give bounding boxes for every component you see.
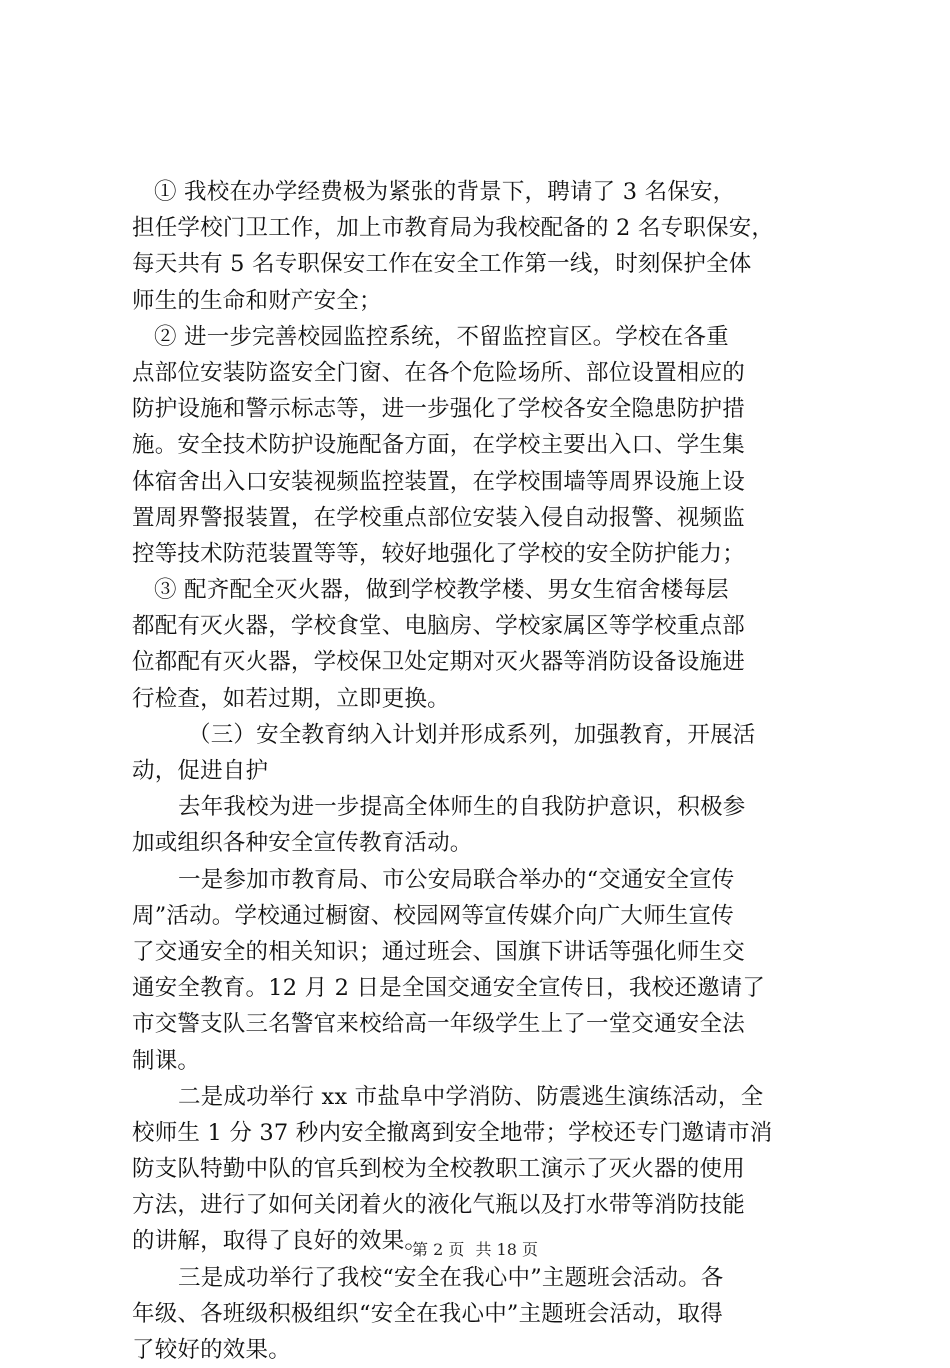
text-line: 方法，进行了如何关闭着火的液化气瓶以及打水带等消防技能	[132, 1192, 745, 1219]
text-line: 位都配有灭火器，学校保卫处定期对灭火器等消防设备设施进	[132, 649, 745, 676]
document-body	[132, 174, 832, 1368]
text-line: 制课。	[132, 1047, 201, 1074]
text-line: 二是成功举行 xx 市盐阜中学消防、防震逃生演练活动，全	[178, 1083, 764, 1110]
text-line: ② 进一步完善校园监控系统，不留监控盲区。学校在各重	[154, 323, 729, 350]
page-number-current: 第 2 页	[412, 1240, 465, 1259]
text-line: 控等技术防范装置等等，较好地强化了学校的安全防护能力；	[132, 540, 745, 567]
text-line: 市交警支队三名警官来校给高一年级学生上了一堂交通安全法	[132, 1011, 745, 1038]
text-line: 年级、各班级积极组织“安全在我心中”主题班会活动，取得	[132, 1300, 723, 1327]
text-line: 的讲解，取得了良好的效果。	[132, 1228, 428, 1255]
text-line: 师生的生命和财产安全；	[132, 287, 382, 314]
page-number-total: 共 18 页	[475, 1240, 538, 1259]
text-line: 了交通安全的相关知识；通过班会、国旗下讲话等强化师生交	[132, 938, 745, 965]
section-heading: 动，促进自护	[132, 758, 269, 784]
text-line: ① 我校在办学经费极为紧张的背景下，聘请了 3 名保安，	[154, 179, 736, 205]
text-line: 置周界警报装置，在学校重点部位安装入侵自动报警、视频监	[132, 504, 745, 531]
page-footer	[0, 1238, 950, 1262]
text-line: 防支队特勤中队的官兵到校为全校教职工演示了灭火器的使用	[132, 1156, 745, 1183]
text-line: 加或组织各种安全宣传教育活动。	[132, 830, 473, 857]
text-line: 去年我校为进一步提高全体师生的自我防护意识，积极参	[178, 794, 746, 821]
text-line: 都配有灭火器，学校食堂、电脑房、学校家属区等学校重点部	[132, 613, 745, 640]
section-heading: （三）安全教育纳入计划并形成系列，加强教育，开展活	[188, 721, 756, 748]
text-line: ③ 配齐配全灭火器，做到学校教学楼、男女生宿舍楼每层	[154, 577, 729, 604]
text-line: 每天共有 5 名专职保安工作在安全工作第一线，时刻保护全体	[132, 251, 752, 278]
text-line: 体宿舍出入口安装视频监控装置，在学校围墙等周界设施上设	[132, 468, 745, 495]
text-line: 一是参加市教育局、市公安局联合举办的“交通安全宣传	[178, 866, 735, 893]
text-line: 通安全教育。12 月 2 日是全国交通安全宣传日，我校还邀请了	[132, 975, 766, 1002]
text-line: 周”活动。学校通过橱窗、校园网等宣传媒介向广大师生宣传	[132, 902, 734, 929]
text-line: 防护设施和警示标志等，进一步强化了学校各安全隐患防护措	[132, 396, 745, 423]
text-line: 三是成功举行了我校“安全在我心中”主题班会活动。各	[178, 1264, 724, 1291]
text-line: 行检查，如若过期，立即更换。	[132, 685, 450, 712]
text-line: 担任学校门卫工作，加上市教育局为我校配备的 2 名专职保安，	[132, 215, 775, 242]
text-line: 点部位安装防盗安全门窗、在各个危险场所、部位设置相应的	[132, 359, 745, 386]
text-line: 了较好的效果。	[132, 1337, 291, 1363]
text-line: 校师生 1 分 37 秒内安全撤离到安全地带；学校还专门邀请市消	[132, 1119, 773, 1146]
text-line: 施。安全技术防护设施配备方面，在学校主要出入口、学生集	[132, 432, 745, 459]
